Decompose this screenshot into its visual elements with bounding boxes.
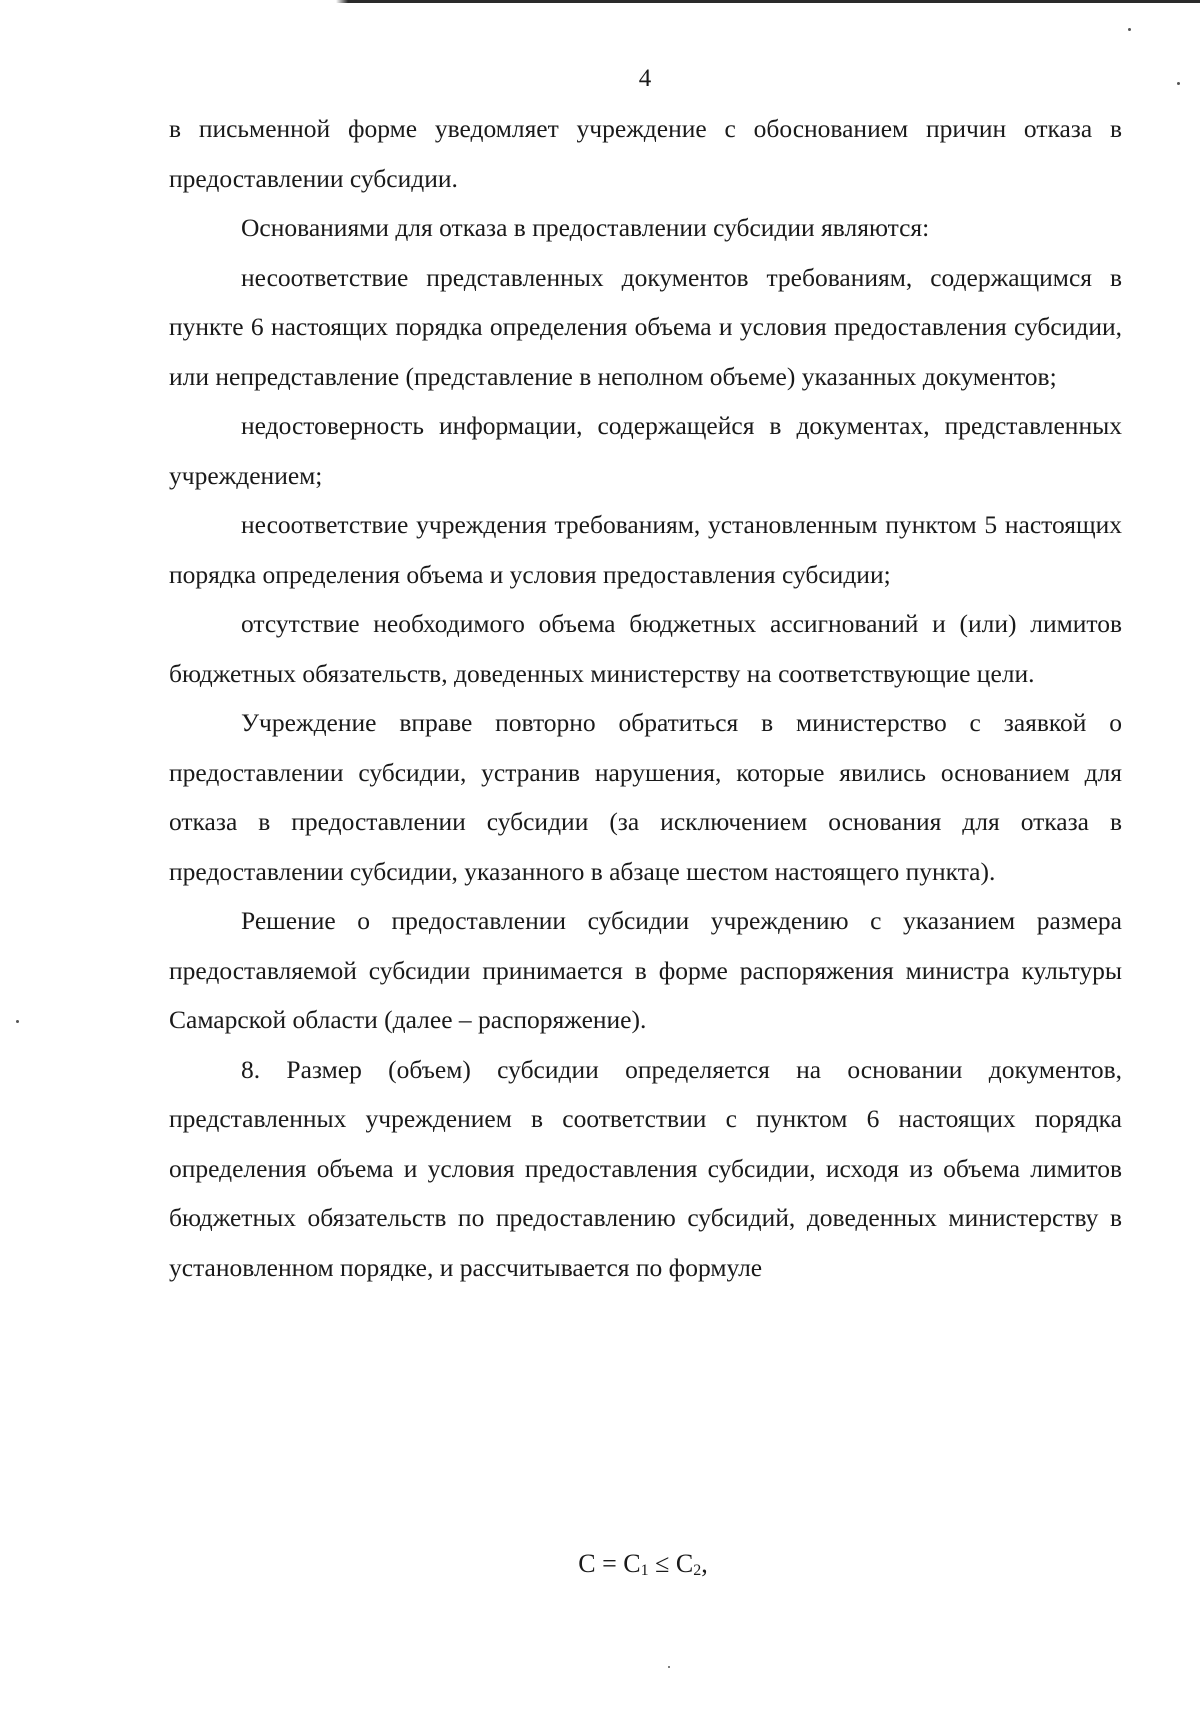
scan-speck	[1177, 82, 1180, 85]
formula-term-2: C	[675, 1549, 694, 1578]
paragraph: Основаниями для отказа в предоставлении субсидии являются:	[241, 213, 930, 242]
paragraph: в письменной форме уведомляет учреждение с обоснованием причин отказа в предоставлении субсидии.	[169, 114, 1122, 193]
paragraph: Учреждение вправе повторно обратиться в министерство с заявкой о предоставлении субсидии, устранив нарушения, которые явились основанием для отказа в предоставлении субсидии (за исключением основания для отказа в предоставлении субсидии, указанного в абзаце шестом настоящего пункта).	[169, 708, 1122, 886]
document-body	[169, 104, 1122, 1292]
scan-top-edge	[0, 0, 1200, 3]
paragraph: Решение о предоставлении субсидии учреждению с указанием размера предоставляемой субсидии принимается в форме распоряжения министра культуры Самарской области (далее – распоряжение).	[169, 906, 1122, 1034]
scan-speck	[1128, 28, 1131, 31]
paragraph: несоответствие учреждения требованиям, установленным пунктом 5 настоящих порядка определения объема и условия предоставления субсидии;	[169, 510, 1122, 589]
formula-subscript-2: 2	[693, 1562, 702, 1579]
paragraph: отсутствие необходимого объема бюджетных ассигнований и (или) лимитов бюджетных обязательств, доведенных министерству на соответствующие цели.	[169, 609, 1122, 688]
formula-relation: ≤	[648, 1549, 676, 1578]
formula-term-1: C	[623, 1549, 641, 1578]
formula-equals: =	[595, 1549, 624, 1578]
paragraph: 8. Размер (объем) субсидии определяется на основании документов, представленных учреждением в соответствии с пунктом 6 настоящих порядка определения объема и условия предоставления субсидии, исходя из объема лимитов бюджетных обязательств по предоставлению субсидий, доведенных министерству в установленном порядке, и рассчитывается по формуле	[169, 1054, 1122, 1282]
formula-lhs: C	[578, 1549, 596, 1578]
paragraph: несоответствие представленных документов требованиям, содержащимся в пункте 6 настоящих порядка определения объема и условия предоставления субсидии, или непредставление (представление в неполном объеме) указанных документов;	[169, 262, 1122, 391]
scan-speck	[16, 1020, 19, 1023]
scan-speck	[668, 1666, 670, 1668]
formula-subscript-1: 1	[640, 1562, 649, 1579]
formula	[0, 1548, 1200, 1587]
formula-tail: ,	[701, 1549, 708, 1578]
paragraph: недостоверность информации, содержащейся в документах, представленных учреждением;	[169, 411, 1122, 490]
page-number: 4	[638, 65, 652, 92]
